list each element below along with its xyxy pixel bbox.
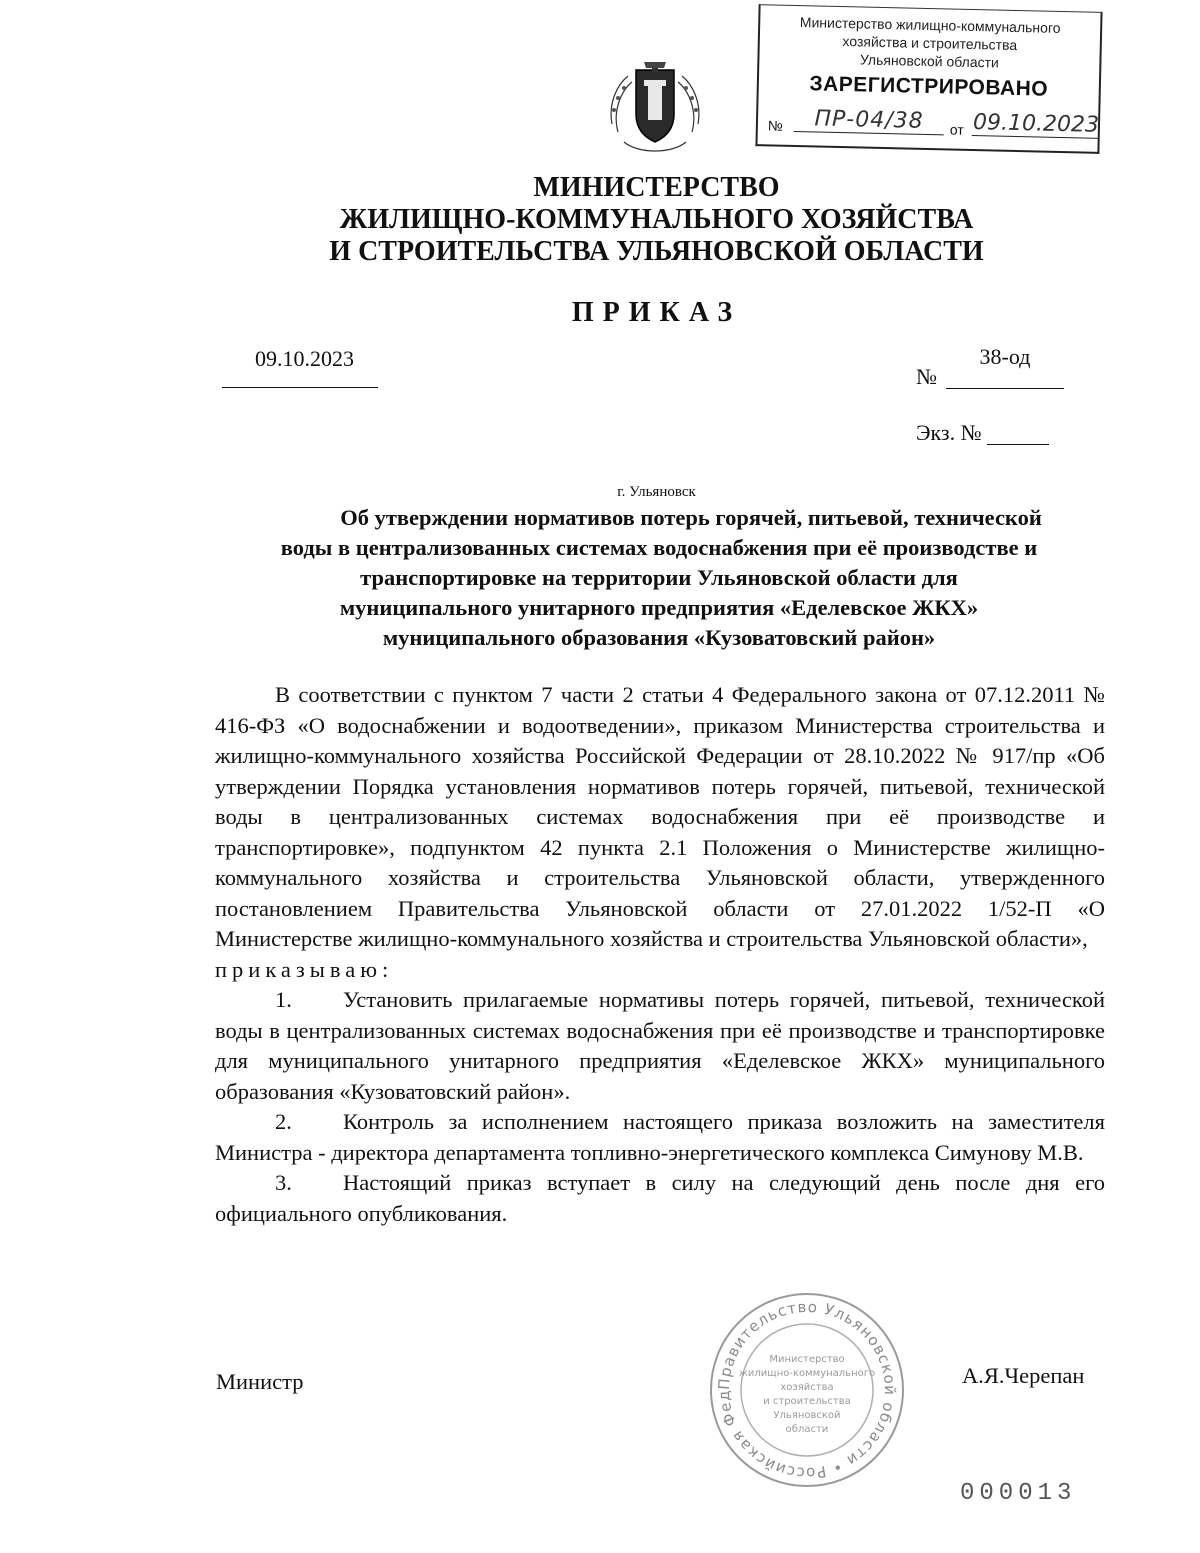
- registration-number-label: №: [767, 117, 784, 134]
- registration-number: ПР-04/38: [794, 106, 945, 135]
- copy-number-label: Экз. №: [916, 420, 982, 445]
- order-date: 09.10.2023: [222, 346, 378, 388]
- item-number: 1.: [275, 987, 292, 1012]
- registration-stamp-line: хозяйства и строительства: [842, 33, 1018, 53]
- preamble: В соответствии с пунктом 7 части 2 статьи 4 Федерального закона от 07.12.2011 № 416-ФЗ «О водоснабжении и водоотведении», приказом Министерства строительства и жилищно-коммунального хозяйства Российской Федерации от 28.10.2022 № 917/пр «Об утверждении Порядка установления нормативов потерь горячей, питьевой, технической воды в централизованных системах водоснабжения при её производстве и транспортировке», подпунктом 42 пункта 2.1 Положения о Министерстве жилищно-коммунального хозяйства и строительства Ульяновской области, утвержденного постановлением Правительства Ульяновской области от 27.01.2022 1/52-П «О Министерстве жилищно-коммунального хозяйства и строительства Ульяновской области»,: [215, 682, 1105, 951]
- order-number-field: [916, 344, 1066, 388]
- order-number: 38-од: [946, 344, 1064, 389]
- ministry-name-line: МИНИСТЕРСТВО: [533, 172, 780, 203]
- document-type: ПРИКАЗ: [571, 297, 742, 328]
- seal-inner-line: хозяйства: [780, 1382, 834, 1393]
- order-body: [215, 680, 1105, 1229]
- official-seal-icon: [707, 1290, 907, 1490]
- item-text: Установить прилагаемые нормативы потерь горячей, питьевой, технической воды в централизованных системах водоснабжения при её производстве и транспортировке для муниципального унитарного предприятия «Еделевское ЖКХ» муниципального образования «Кузоватовский район».: [215, 987, 1105, 1104]
- seal-inner-line: области: [785, 1424, 829, 1435]
- coat-of-arms-icon: [604, 62, 706, 162]
- item-text: Настоящий приказ вступает в силу на следующий день после дня его официального опубликования.: [215, 1170, 1105, 1226]
- registration-number-row: [767, 105, 1100, 146]
- order-item: [215, 1107, 1105, 1168]
- serial-number: 000013: [960, 1480, 1077, 1507]
- registration-stamp-line: Министерство жилищно-коммунального: [799, 14, 1061, 36]
- copy-number-field: [916, 420, 1066, 450]
- ministry-name-line: ЖИЛИЩНО-КОММУНАЛЬНОГО ХОЗЯЙСТВА: [339, 204, 974, 235]
- city: г. Ульяновск: [617, 484, 696, 500]
- seal-inner-line: и строительства: [763, 1396, 851, 1407]
- item-number: 3.: [275, 1170, 292, 1195]
- subject-line: транспортировке на территории Ульяновской области для: [360, 565, 958, 590]
- registration-date-label: от: [949, 121, 964, 138]
- item-text: Контроль за исполнением настоящего приказа возложить на заместителя Министра - директора департамента топливно-энергетического комплекса Симунову М.В.: [215, 1109, 1105, 1165]
- order-item: [215, 985, 1105, 1107]
- subject-line: муниципального унитарного предприятия «Еделевское ЖКХ»: [339, 595, 979, 620]
- registration-stamp-line: Ульяновской области: [859, 51, 1000, 71]
- registration-date: 09.10.2023: [972, 110, 1100, 138]
- seal-outer-text: Правительство Ульяновской области • Российская Фед: [714, 1297, 900, 1483]
- subject-line: муниципального образования «Кузоватовский район»: [382, 625, 936, 650]
- registration-stamp: [755, 4, 1102, 154]
- subject-line: Об утверждении нормативов потерь горячей, питьевой, технической: [340, 505, 1042, 530]
- order-word: приказываю:: [215, 956, 394, 982]
- seal-inner-line: жилищно-коммунального: [738, 1368, 876, 1379]
- ministry-name-line: И СТРОИТЕЛЬСТВА УЛЬЯНОВСКОЙ ОБЛАСТИ: [329, 236, 984, 267]
- seal-inner-line: Министерство: [769, 1354, 845, 1365]
- seal-inner-line: Ульяновской: [773, 1410, 841, 1421]
- order-item: [215, 1168, 1105, 1229]
- registration-status: ЗАРЕГИСТРИРОВАНО: [809, 72, 1049, 101]
- subject-line: воды в централизованных системах водоснабжения при её производстве и: [280, 535, 1038, 560]
- signer-name: А.Я.Черепан: [962, 1363, 1085, 1388]
- copy-number-blank: [987, 420, 1049, 445]
- order-subject: [214, 503, 1104, 653]
- signer-title: Министр: [216, 1369, 304, 1394]
- number-sign: №: [916, 364, 937, 389]
- item-number: 2.: [275, 1109, 292, 1134]
